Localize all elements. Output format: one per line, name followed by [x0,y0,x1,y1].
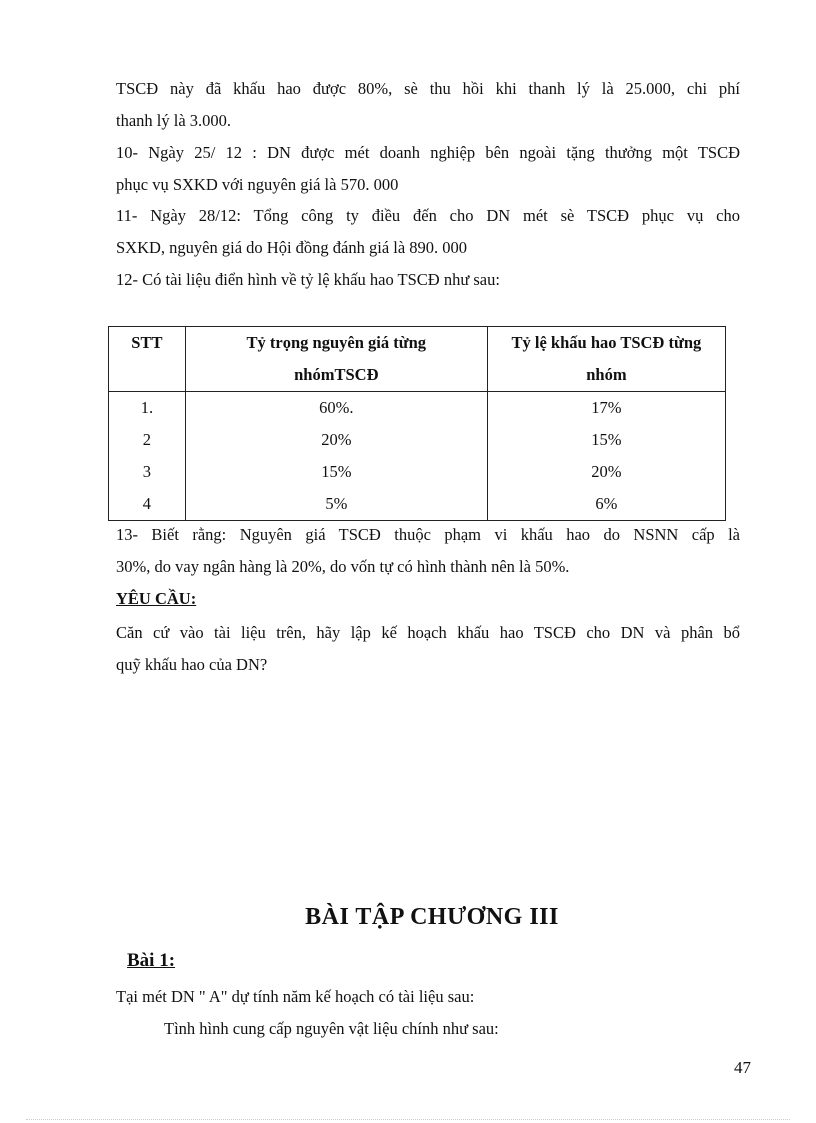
cell-stt: 4 [109,488,186,521]
paragraph-item10 [116,137,740,200]
cell-stt: 3 [109,456,186,488]
cell-depreciation-rate: 20% [487,456,725,488]
cell-cost-ratio: 15% [185,456,487,488]
text-line: SXKD, nguyên giá do Hội đồng đánh giá là 890. 000 [116,237,468,257]
text-line: Tình hình cung cấp nguyên vật liệu chính như sau: [164,1019,499,1038]
table-row [109,456,726,488]
cell-cost-ratio: 20% [185,424,487,456]
paragraph-requirement [116,617,740,680]
table-row [109,392,726,425]
paragraph-item11 [116,200,740,263]
paragraph-item12 [116,264,740,296]
page-bottom-divider [26,1119,790,1120]
page-number: 47 [734,1058,751,1077]
table-row [109,488,726,521]
header-depreciation-rate-line2: nhóm [586,365,627,384]
paragraph-lesson-sub [164,1013,744,1045]
cell-depreciation-rate: 15% [487,424,725,456]
header-depreciation-rate [487,327,725,392]
cell-cost-ratio: 5% [185,488,487,521]
text-line: Tại mét DN " A" dự tính năm kế hoạch có tài liệu sau: [116,987,475,1006]
header-stt: STT [109,327,186,392]
table-row [109,424,726,456]
cell-cost-ratio: 60%. [185,392,487,425]
header-cost-ratio-line1: Tỷ trọng nguyên giá từng [246,333,427,352]
chapter-title: BÀI TẬP CHƯƠNG III [305,904,559,930]
requirement-heading: YÊU CẦU: [116,589,197,608]
header-cost-ratio-line2: nhómTSCĐ [294,365,379,384]
text-line: phục vụ SXKD với nguyên giá là 570. 000 [116,174,399,194]
text-line: 30%, do vay ngân hàng là 20%, do vốn tự có hình thành nên là 50%. [116,556,570,576]
paragraph-item9-continued [116,73,740,136]
text-line: 11- Ngày 28/12: Tổng công ty điều đến cho DN mét sè TSCĐ phục vụ cho [116,206,740,225]
text-line: thanh lý là 3.000. [116,110,232,130]
cell-depreciation-rate: 6% [487,488,725,521]
lesson-heading: Bài 1: [127,950,176,971]
cell-stt: 1. [109,392,186,425]
table-header-row [109,327,726,392]
header-depreciation-rate-line1: Tỷ lệ khấu hao TSCĐ từng [511,333,702,352]
paragraph-lesson-intro [116,981,740,1013]
cell-stt: 2 [109,424,186,456]
text-line: 10- Ngày 25/ 12 : DN được mét doanh nghiệp bên ngoài tặng thưởng một TSCĐ [116,143,740,162]
header-cost-ratio [185,327,487,392]
text-line: 13- Biết rằng: Nguyên giá TSCĐ thuộc phạm vi khấu hao do NSNN cấp là [116,525,740,544]
text-line: quỹ khấu hao của DN? [116,654,268,674]
cell-depreciation-rate: 17% [487,392,725,425]
depreciation-rate-table [108,326,726,521]
text-line: Căn cứ vào tài liệu trên, hãy lập kế hoạch khấu hao TSCĐ cho DN và phân bổ [116,623,740,642]
paragraph-item13 [116,519,740,582]
text-line: TSCĐ này đã khấu hao được 80%, sè thu hồi khi thanh lý là 25.000, chi phí [116,79,740,98]
text-line: 12- Có tài liệu điển hình về tỷ lệ khấu hao TSCĐ như sau: [116,270,500,289]
